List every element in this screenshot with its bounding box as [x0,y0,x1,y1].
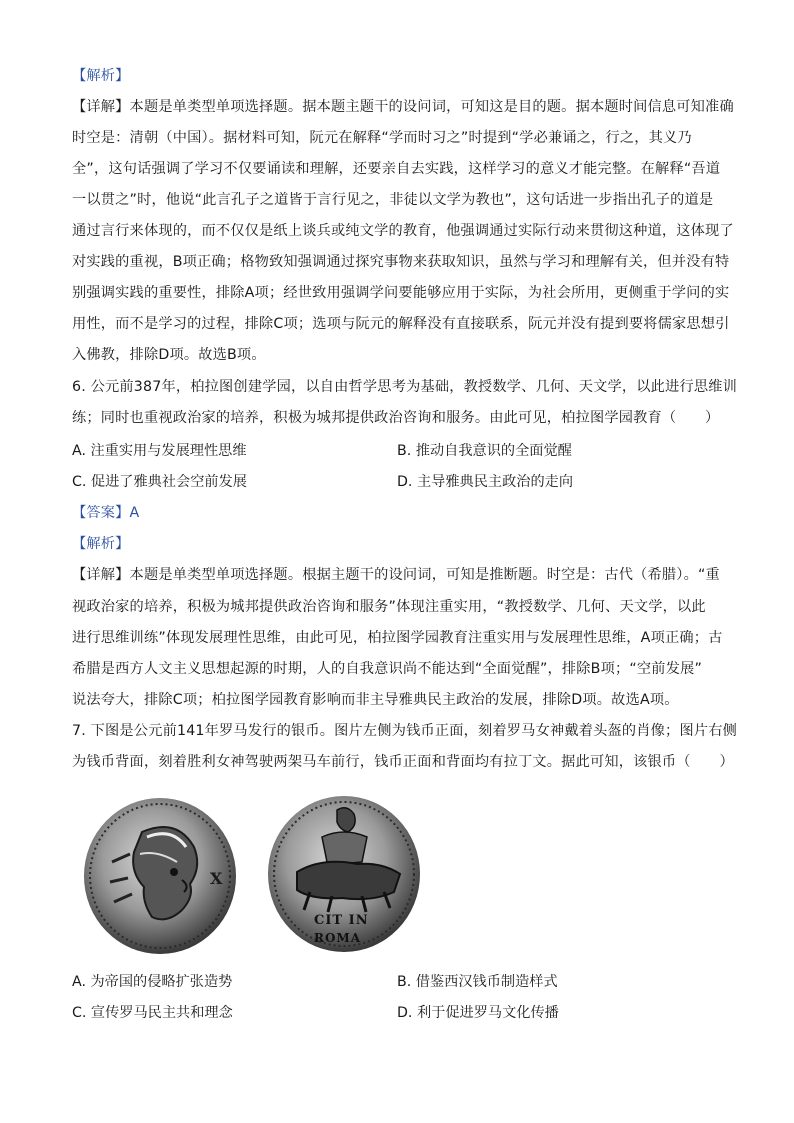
svg-text:ROMA: ROMA [314,931,362,945]
coin-reverse [268,796,420,952]
q7-option-d: D. 利于促进罗马文化传播 [397,1005,559,1021]
coin-illustration [82,792,422,957]
q7-option-a: A. 为帝国的侵略扩张造势 [72,974,233,990]
q6-detail-line: 进行思维训练”体现发展理性思维，由此可见，柏拉图学园教育注重实用与发展理性思维，A项正确；古 [72,630,723,646]
q5-detail-line: 一以贯之”时，他说“此言孔子之道皆于言行见之，非徒以文学为教也”，这句话进一步指出孔子的道是 [72,192,714,208]
q5-detail-line: 【详解】本题是单类型单项选择题。据本题主题干的设问词，可知这是目的题。据本题时间信息可知准确 [72,99,734,115]
q6-jiexi-label: 【解析】 [72,536,130,552]
q5-detail-line: 入佛教，排除D项。故选B项。 [72,347,266,363]
q6-option-b: B. 推动自我意识的全面觉醒 [397,443,572,459]
q6-option-c: C. 促进了雅典社会空前发展 [72,474,247,490]
roman-silver-coin-image [82,792,422,957]
q7-stem-line: 为钱币背面，刻着胜利女神驾驶两架马车前行，钱币正面和背面均有拉丁文。据此可知，该银币（ ） [72,754,734,770]
q6-detail-line: 视政治家的培养，积极为城邦提供政治咨询和服务”体现注重实用，“教授数学、几何、天文学，以此 [72,599,706,615]
q7-stem-line: 7. 下图是公元前141年罗马发行的银币。图片左侧为钱币正面，刻着罗马女神戴着头盔的肖像；图片右侧 [72,723,737,739]
q7-option-c: C. 宣传罗马民主共和理念 [72,1005,233,1021]
q5-detail-line: 对实践的重视，B项正确；格物致知强调通过探究事物来获取知识，虽然与学习和理解有关，但并没有特 [72,254,730,270]
svg-text:X: X [210,869,223,888]
q5-detail-line: 时空是：清朝（中国）。据材料可知，阮元在解释“学而时习之”时提到“学必兼诵之，行之，其义乃 [72,130,692,146]
q5-detail-line: 通过言行来体现的，而不仅仅是纸上谈兵或纯文学的教育，他强调通过实际行动来贯彻这种道，这体现了 [72,223,734,239]
q6-stem-line: 练；同时也重视政治家的培养，积极为城邦提供政治咨询和服务。由此可见，柏拉图学园教育（ ） [72,410,720,426]
q6-option-a: A. 注重实用与发展理性思维 [72,443,247,459]
q6-answer: 【答案】A [72,505,140,521]
coin-obverse [84,798,236,954]
q7-option-b: B. 借鉴西汉钱币制造样式 [397,974,558,990]
q5-detail-line: 用性，而不是学习的过程，排除C项；选项与阮元的解释没有直接联系，阮元并没有提到要将儒家思想引 [72,316,730,332]
q6-detail-line: 【详解】本题是单类型单项选择题。根据主题干的设问词，可知是推断题。时空是：古代（希腊）。“重 [72,567,720,583]
q5-detail-line: 全”，这句话强调了学习不仅要诵读和理解，还要亲自去实践，这样学习的意义才能完整。在解释“吾道 [72,161,721,177]
svg-text:CIT IN: CIT IN [314,913,369,928]
q5-jiexi-label: 【解析】 [72,68,130,84]
q6-detail-line: 希腊是西方人文主义思想起源的时期，人的自我意识尚不能达到“全面觉醒”，排除B项；“空前发展” [72,661,703,677]
q6-option-d: D. 主导雅典民主政治的走向 [397,474,574,490]
q5-detail-line: 别强调实践的重要性，排除A项；经世致用强调学问要能够应用于实际，为社会所用，更侧重于学问的实 [72,285,730,301]
q6-stem-line: 6. 公元前387年，柏拉图创建学园，以自由哲学思考为基础，教授数学、几何、天文学，以此进行思维训 [72,379,737,395]
q6-detail-line: 说法夸大，排除C项；柏拉图学园教育影响而非主导雅典民主政治的发展，排除D项。故选A项。 [72,692,679,708]
